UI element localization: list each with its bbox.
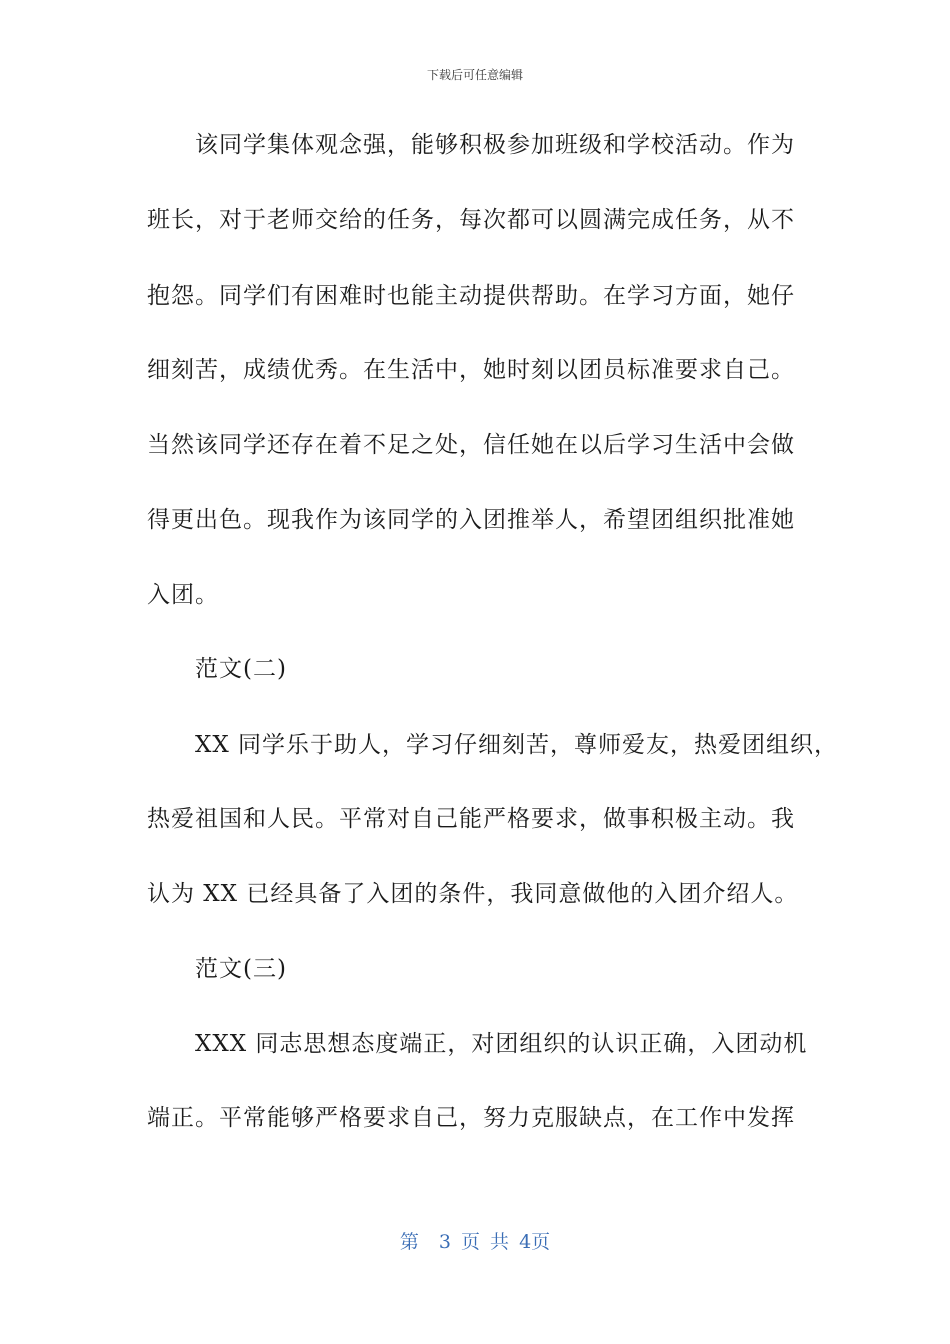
text-line: 班长，对于老师交给的任务，每次都可以圆满完成任务，从不 [147, 207, 795, 233]
text-line: 当然该同学还存在着不足之处，信任她在以后学习生活中会做 [147, 432, 795, 458]
text-line: 得更出色。现我作为该同学的入团推举人，希望团组织批准她 [147, 507, 795, 533]
text-line: 端正。平常能够严格要求自己，努力克服缺点，在工作中发挥 [147, 1105, 795, 1131]
text-line: 抱怨。同学们有困难时也能主动提供帮助。在学习方面，她仔 [147, 283, 795, 309]
text-line: 该同学集体观念强，能够积极参加班级和学校活动。作为 [147, 132, 795, 158]
text-line: 热爱祖国和人民。平常对自己能严格要求，做事积极主动。我 [147, 806, 795, 832]
text-line: 入团。 [147, 582, 219, 608]
section-heading: 范文(二) [147, 656, 287, 682]
text-line: XXX 同志思想态度端正，对团组织的认识正确，入团动机 [147, 1031, 808, 1057]
section-heading: 范文(三) [147, 956, 287, 982]
text-line: 细刻苦，成绩优秀。在生活中，她时刻以团员标准要求自己。 [147, 357, 795, 383]
text-line: 认为 XX 已经具备了入团的条件，我同意做他的入团介绍人。 [147, 881, 799, 907]
page-number: 第 3 页 共 4页 [399, 1231, 551, 1253]
header-note: 下载后可任意编辑 [426, 68, 523, 82]
text-line: XX 同学乐于助人，学习仔细刻苦，尊师爱友，热爱团组织， [147, 732, 839, 758]
